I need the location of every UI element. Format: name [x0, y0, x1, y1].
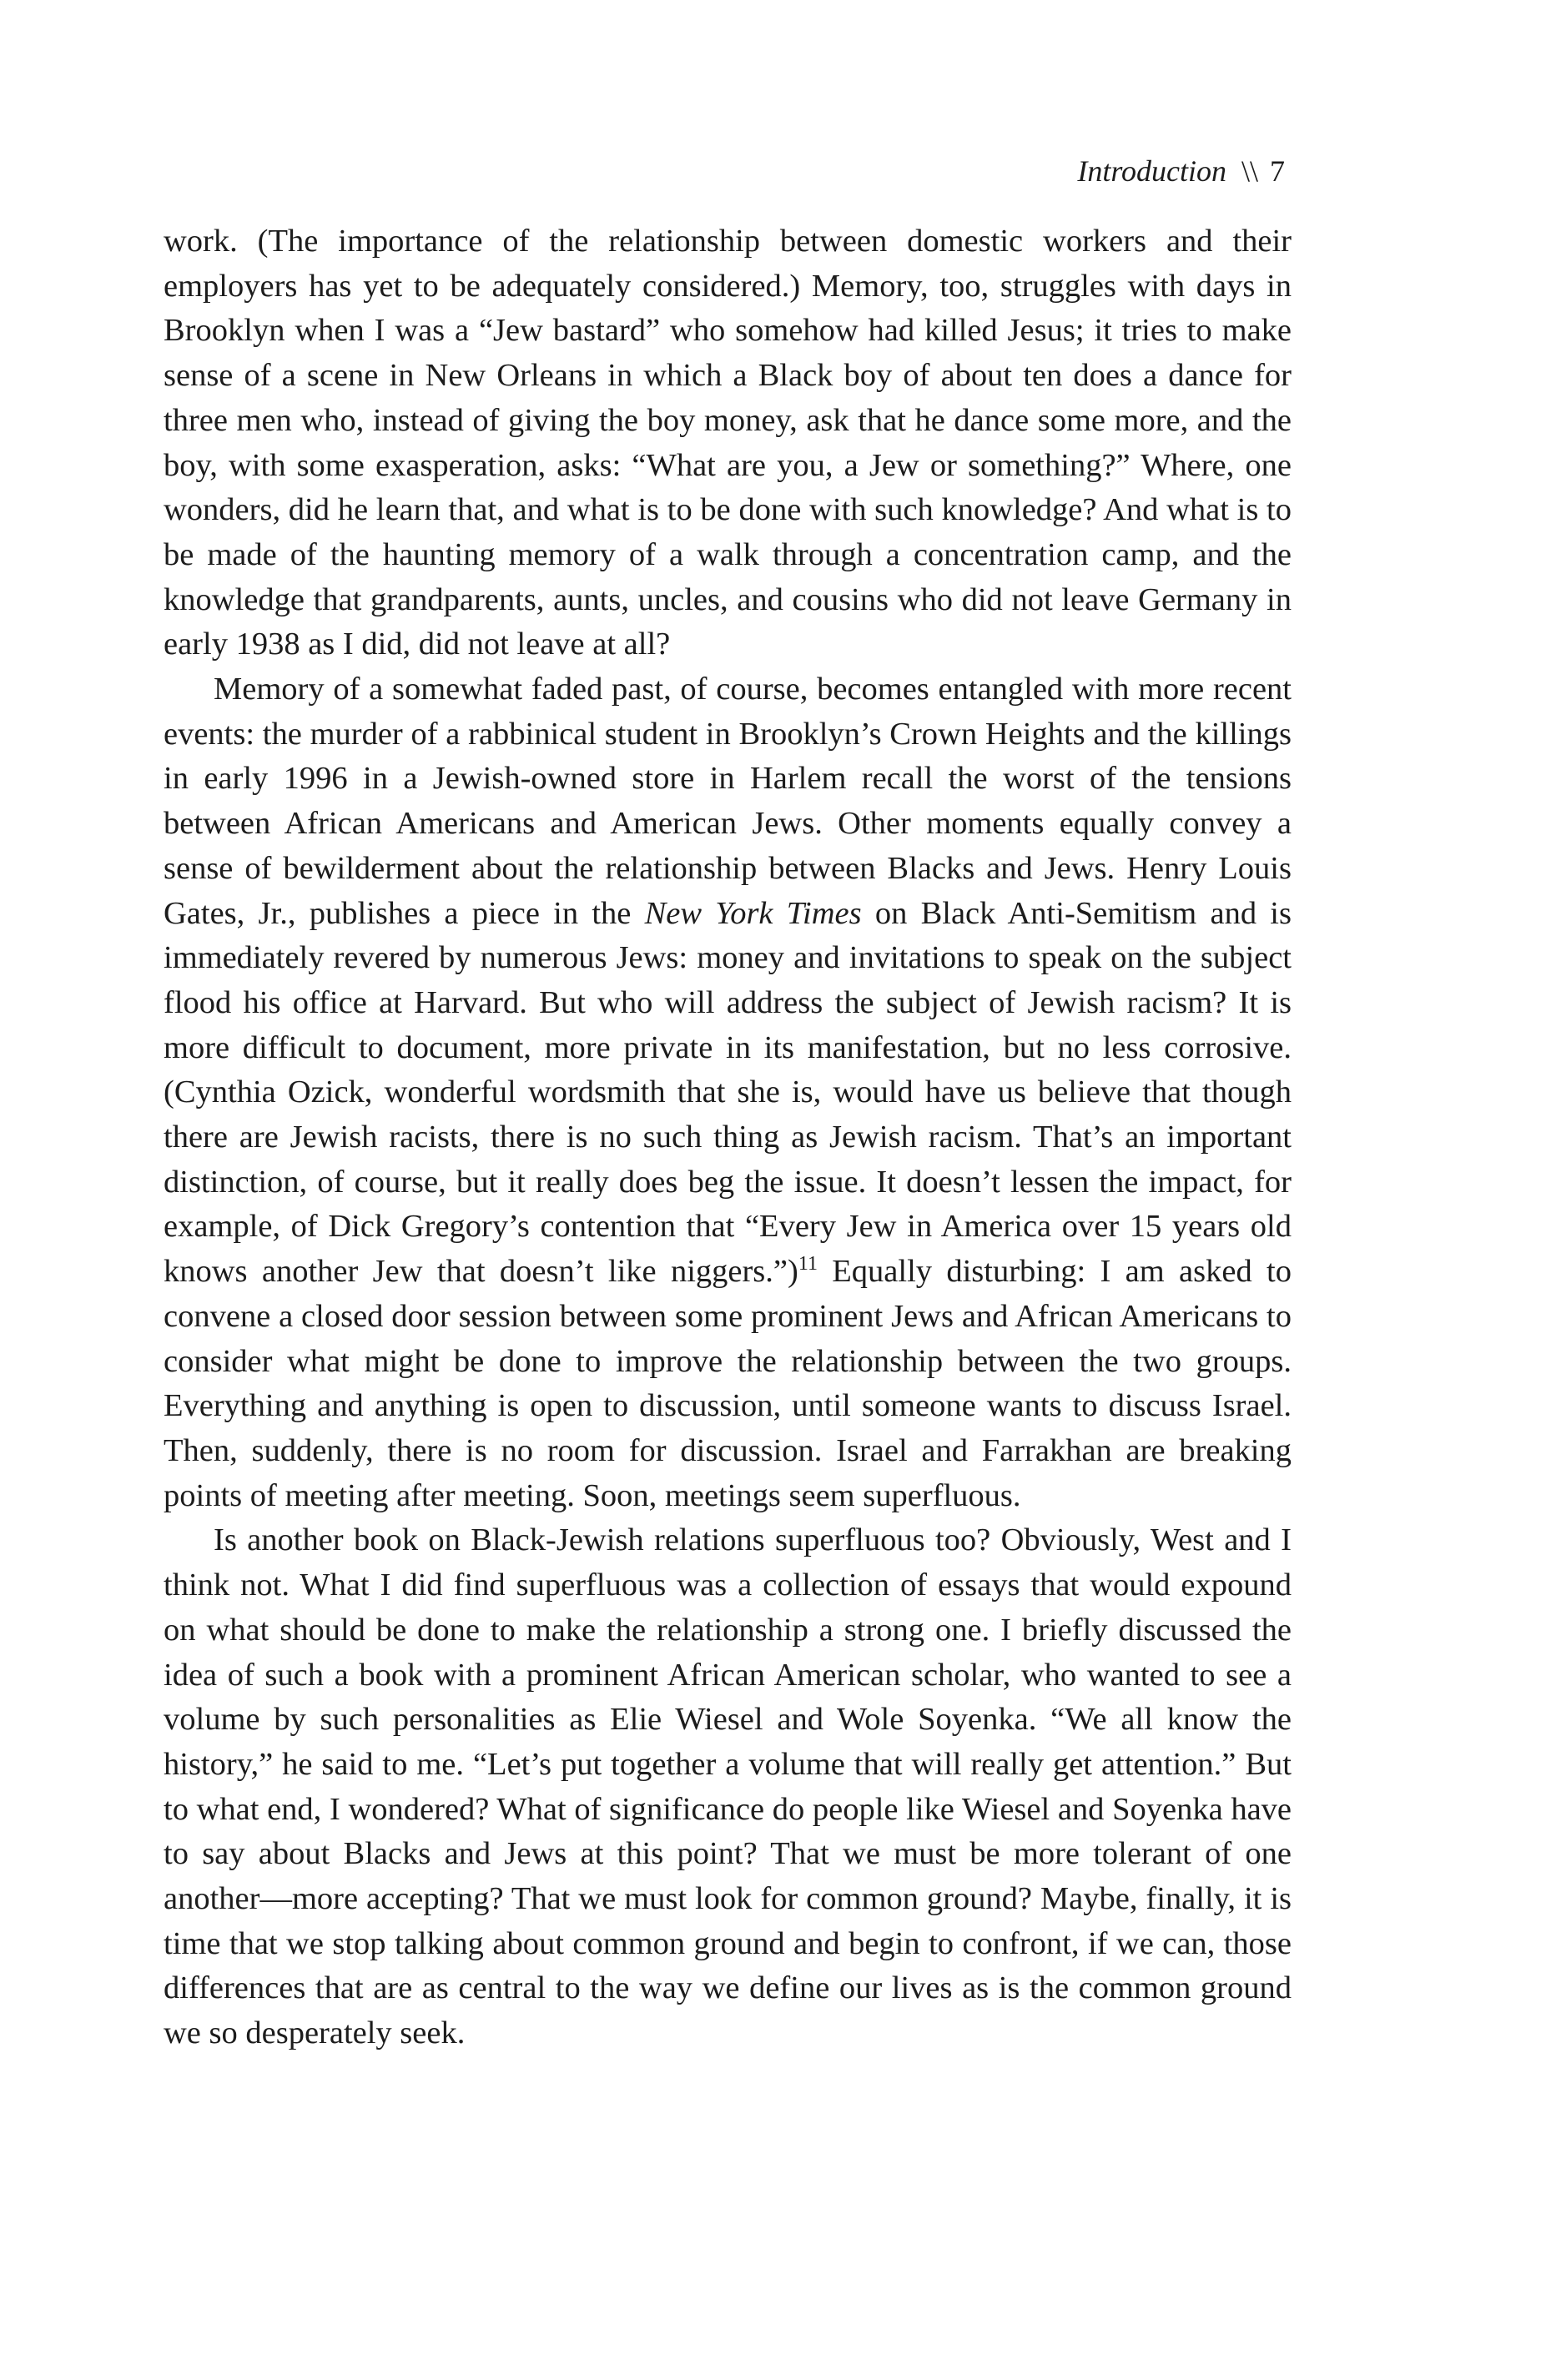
- section-title: Introduction: [1077, 154, 1226, 188]
- paragraph-text: on Black Anti-Semitism and is immediately revered by numerous Jews: money and invitations to speak on the subject flood his office at Harvard. But who will address the subject of Jewish racism? It is more difficult to document, more private in its manifestation, but no less corrosive. (Cynthia Ozick, wonderful wordsmith that she is, would have us believe that though there are Jewish racists, there is no such thing as Jewish racism. That’s an important distinction, of course, but it really does beg the issue. It doesn’t lessen the impact, for example, of Dick Gregory’s contention that “Every Jew in America over 15 years old knows another Jew that doesn’t like niggers.”): [164, 895, 1292, 1290]
- footnote-reference[interactable]: 11: [798, 1253, 818, 1276]
- paragraph-text: Memory of a somewhat faded past, of course, becomes entangled with more recent events: the murder of a rabbinical student in Brooklyn’s Crown Heights and the killings in early 1996 in a Jewish-owned store in Harlem recall the worst of the tensions between African Americans and American Jews. Other moments equally convey a sense of bewilderment about the relationship between Blacks and Jews. Henry Louis Gates, Jr., publishes a piece in the: [164, 672, 1292, 931]
- body-text: [164, 219, 1292, 2056]
- page-number: 7: [1270, 154, 1285, 188]
- header-separator: \\: [1241, 154, 1258, 188]
- paragraph: [164, 667, 1292, 1518]
- publication-title: New York Times: [644, 895, 862, 931]
- paragraph: Is another book on Black-Jewish relations superfluous too? Obviously, West and I think not. What I did find superfluous was a collection of essays that would expound on what should be done to make the relationship a strong one. I briefly discussed the idea of such a book with a prominent African American scholar, who wanted to see a volume by such personalities as Elie Wiesel and Wole Soyenka. “We all know the history,” he said to me. “Let’s put together a volume that will really get attention.” But to what end, I wondered? What of significance do people like Wiesel and Soyenka have to say about Blacks and Jews at this point? That we must be more tolerant of one another—more accepting? That we must look for common ground? Maybe, finally, it is time that we stop talking about common ground and begin to confront, if we can, those differences that are as central to the way we define our lives as is the common ground we so desperately seek.: [164, 1522, 1292, 2051]
- paragraph-continued: work. (The importance of the relationship between domestic workers and their employers has yet to be adequately considered.) Memory, too, struggles with days in Brooklyn when I was a “Jew bastard” who somehow had killed Jesus; it tries to make sense of a scene in New Orleans in which a Black boy of about ten does a dance for three men who, instead of giving the boy money, ask that he dance some more, and the boy, with some exasperation, asks: “What are you, a Jew or something?” Where, one wonders, did he learn that, and what is to be done with such knowledge? And what is to be made of the haunting memory of a walk through a concentration camp, and the knowledge that grandparents, aunts, uncles, and cousins who did not leave Germany in early 1938 as I did, did not leave at all?: [164, 224, 1292, 662]
- running-head: [1077, 153, 1285, 189]
- paragraph-text: Equally disturbing: I am asked to convene a closed door session between some prominent Jews and African Americans to consider what might be done to improve the relationship between the two groups. Everything and anything is open to discussion, until someone wants to discuss Israel. Then, suddenly, there is no room for discussion. Israel and Farrakhan are breaking points of meeting after meeting. Soon, meetings seem superfluous.: [164, 1254, 1292, 1513]
